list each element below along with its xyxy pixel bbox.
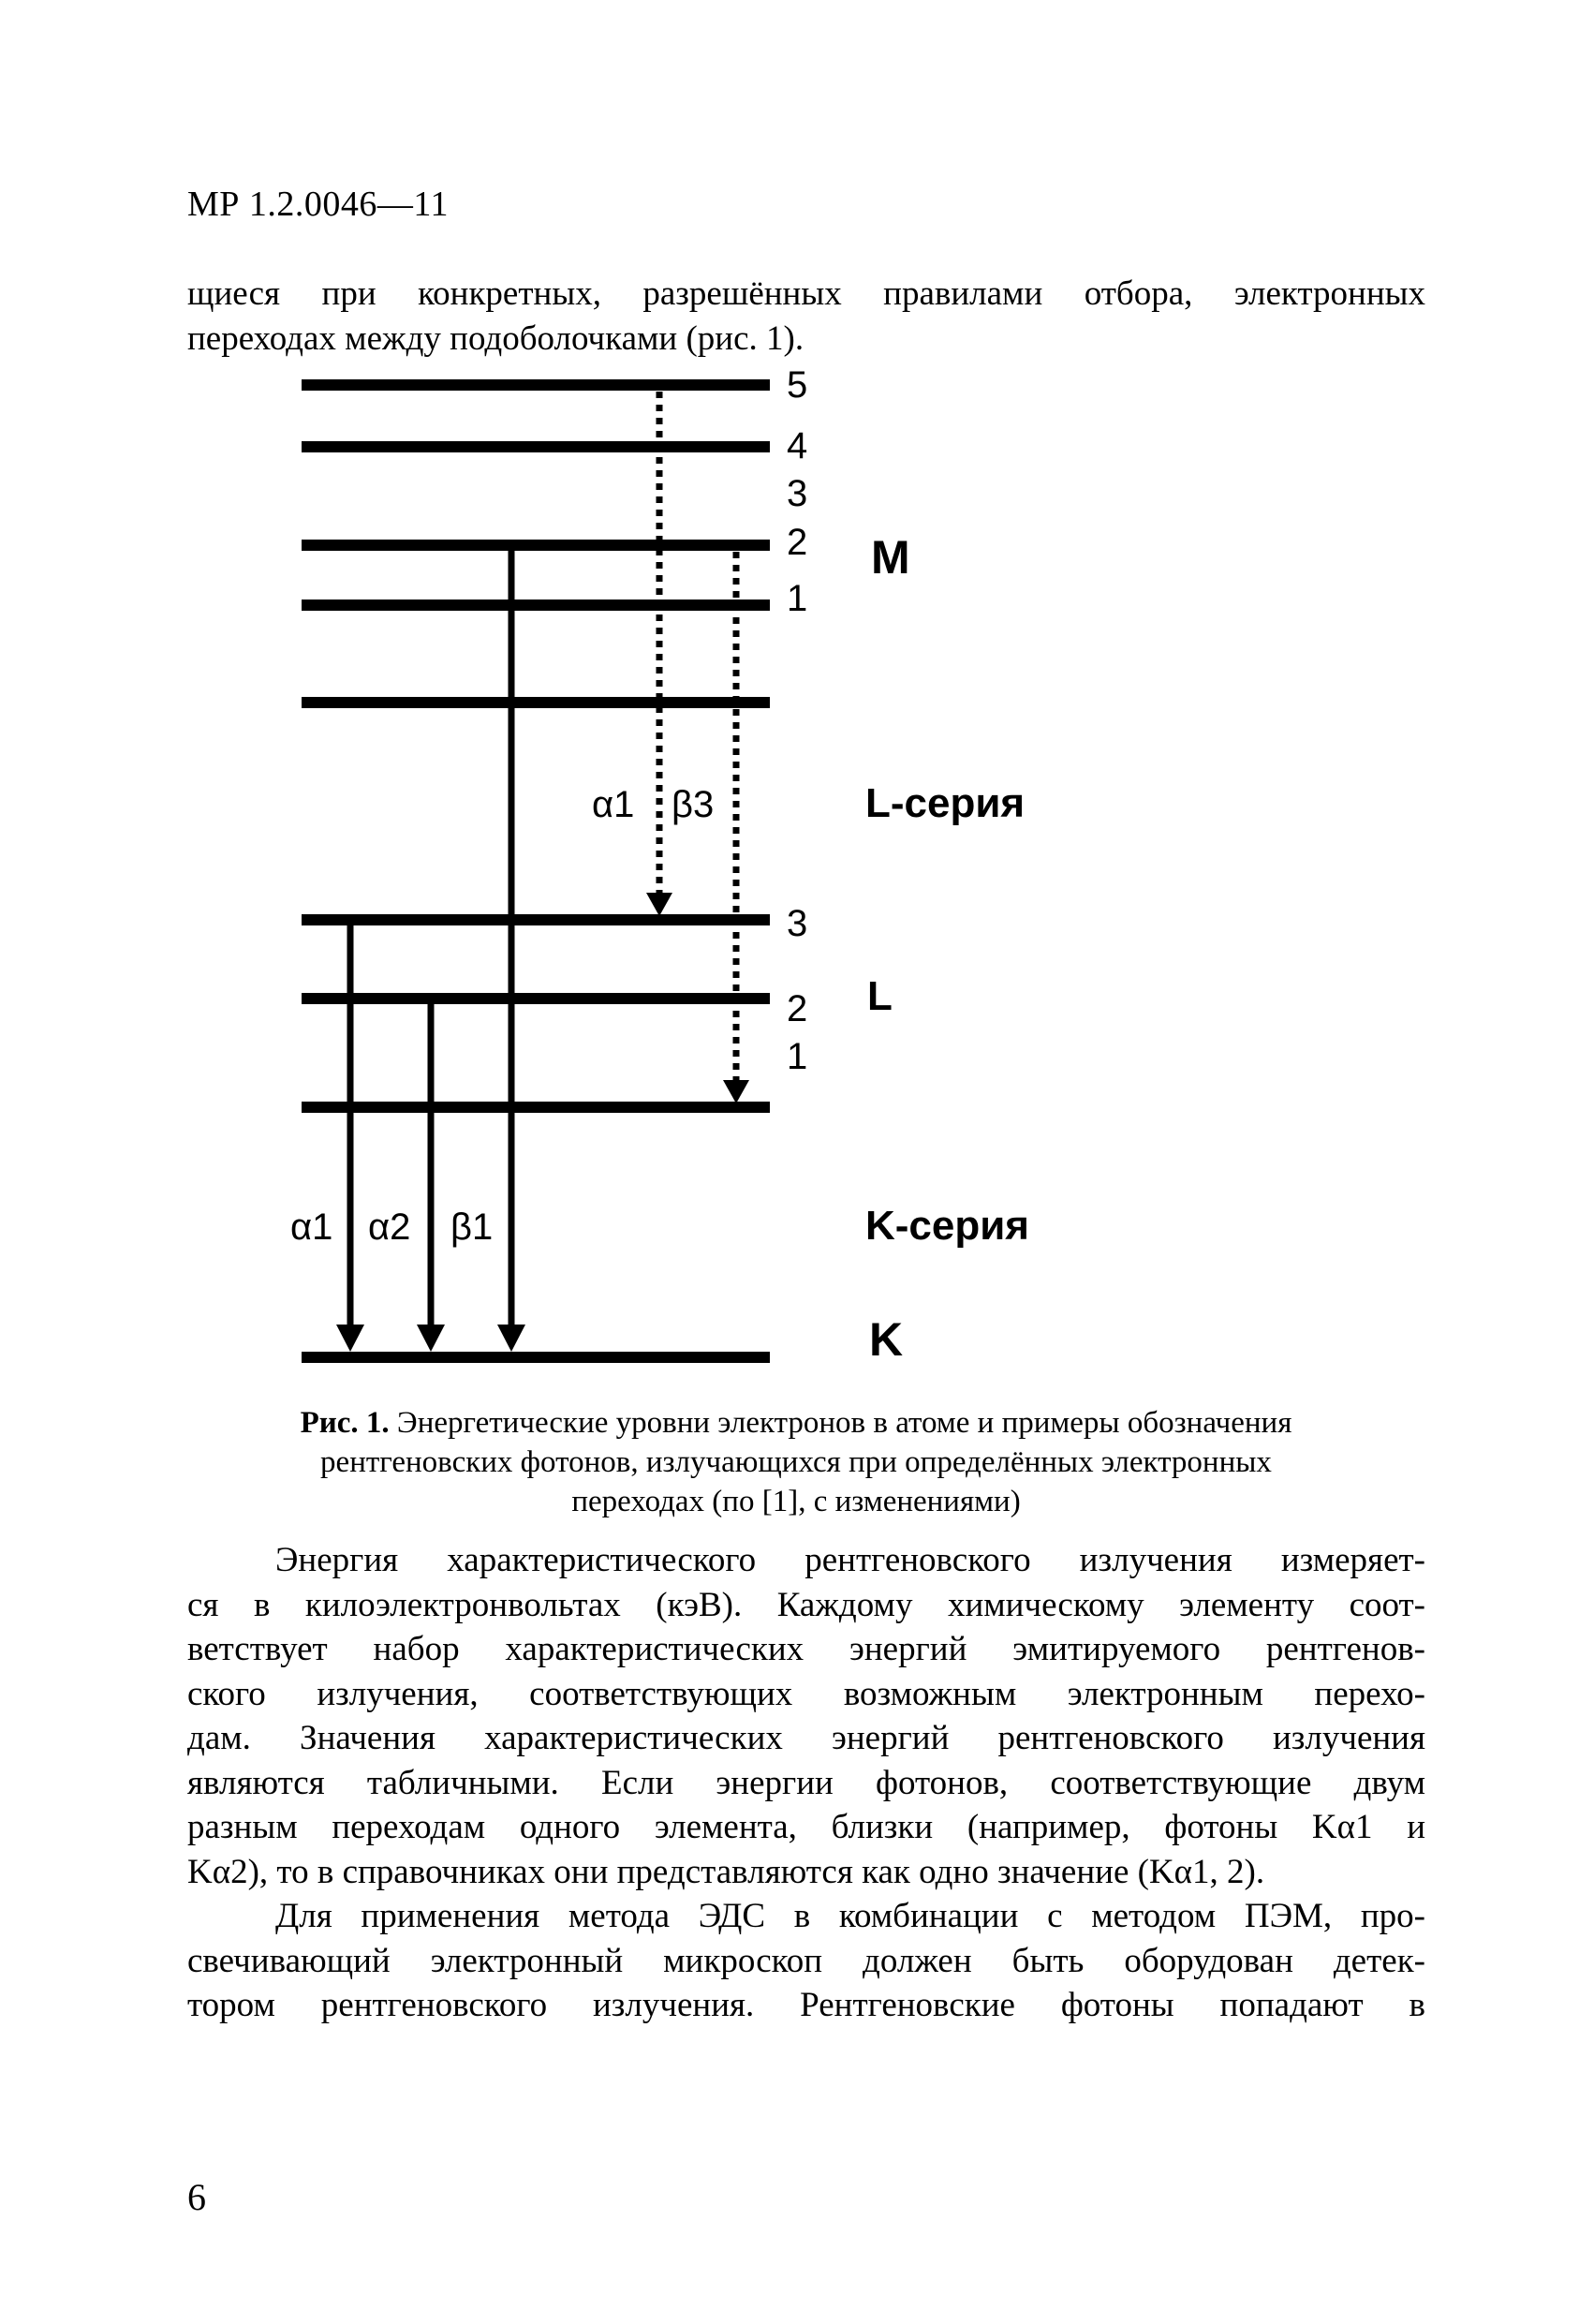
sublevel-number: 2 bbox=[787, 522, 808, 563]
intro-line: переходах между подоболочками (рис. 1). bbox=[187, 319, 804, 358]
caption-label: Рис. 1. bbox=[300, 1406, 390, 1440]
figure-caption bbox=[187, 1403, 1405, 1521]
body-line: ского излучения, соответствующих возможным электронным перехо- bbox=[187, 1674, 1425, 1713]
sublevel-number: 4 bbox=[787, 425, 808, 466]
sublevel-number: 3 bbox=[787, 903, 808, 944]
body-line: дам. Значения характеристических энергий рентгеновского излучения bbox=[187, 1719, 1425, 1757]
caption-line: рентгеновских фотонов, излучающихся при определённых электронных bbox=[320, 1445, 1272, 1479]
shell-label-l: L bbox=[867, 973, 893, 1019]
body-text bbox=[187, 1538, 1425, 2028]
level-m5 bbox=[302, 379, 770, 391]
shell-label-k: K bbox=[869, 1313, 904, 1366]
arrowhead-k-beta1 bbox=[497, 1325, 525, 1352]
arrowhead-l-alpha1 bbox=[646, 893, 672, 916]
transition-label: β1 bbox=[450, 1206, 494, 1248]
arrowhead-l-beta3 bbox=[723, 1080, 749, 1103]
level-m1 bbox=[302, 600, 770, 611]
sublevel-number: 1 bbox=[787, 1036, 808, 1077]
level-l-upper bbox=[302, 697, 770, 708]
caption-line: переходах (по [1], с изменениями) bbox=[571, 1485, 1021, 1518]
sublevel-number: 3 bbox=[787, 473, 808, 514]
level-l1 bbox=[302, 1102, 770, 1113]
series-label-k: K-серия bbox=[865, 1203, 1029, 1249]
body-line: Для применения метода ЭДС в комбинации с методом ПЭМ, про- bbox=[275, 1897, 1425, 1935]
caption-line bbox=[187, 1403, 1405, 1443]
body-line: Kα2), то в справочниках они представляются как одно значение (Kα1, 2). bbox=[187, 1852, 1265, 1891]
level-k bbox=[302, 1352, 770, 1363]
body-line: ся в килоэлектронвольтах (кэВ). Каждому химическому элементу соот- bbox=[187, 1585, 1425, 1624]
series-label-l: L-серия bbox=[865, 780, 1026, 826]
intro-line: щиеся при конкретных, разрешённых правилами отбора, электронных bbox=[187, 274, 1425, 313]
caption-text: Энергетические уровни электронов в атоме и примеры обозначения bbox=[396, 1406, 1292, 1440]
sublevel-number: 5 bbox=[787, 364, 808, 406]
transition-label: β3 bbox=[672, 784, 715, 825]
body-line: свечивающий электронный микроскоп должен быть оборудован детек- bbox=[187, 1941, 1425, 1980]
level-m4 bbox=[302, 441, 770, 452]
level-l2 bbox=[302, 993, 770, 1004]
transition-label: α2 bbox=[368, 1206, 411, 1248]
body-line: ветствует набор характеристических энергий эмитируемого рентгенов- bbox=[187, 1630, 1425, 1668]
shell-label-m: M bbox=[871, 531, 910, 584]
page-number: 6 bbox=[187, 2176, 206, 2218]
body-line: являются табличными. Если энергии фотонов, соответствующие двум bbox=[187, 1763, 1425, 1802]
body-line: тором рентгеновского излучения. Рентгеновские фотоны попадают в bbox=[187, 1986, 1425, 2024]
transition-label: α1 bbox=[290, 1206, 333, 1248]
sublevel-number: 2 bbox=[787, 988, 808, 1029]
k-series-transitions bbox=[336, 551, 525, 1352]
transition-label: α1 bbox=[592, 784, 635, 825]
body-line: разным переходам одного элемента, близки (например, фотоны Kα1 и bbox=[187, 1808, 1425, 1846]
body-line: Энергия характеристического рентгеновского излучения измеряет- bbox=[275, 1541, 1425, 1579]
sublevel-number: 1 bbox=[787, 578, 808, 619]
arrowhead-k-alpha1 bbox=[336, 1325, 364, 1352]
document-code: МР 1.2.0046—11 bbox=[187, 185, 450, 224]
arrowhead-k-alpha2 bbox=[417, 1325, 445, 1352]
level-m2 bbox=[302, 540, 770, 551]
level-l3 bbox=[302, 914, 770, 925]
